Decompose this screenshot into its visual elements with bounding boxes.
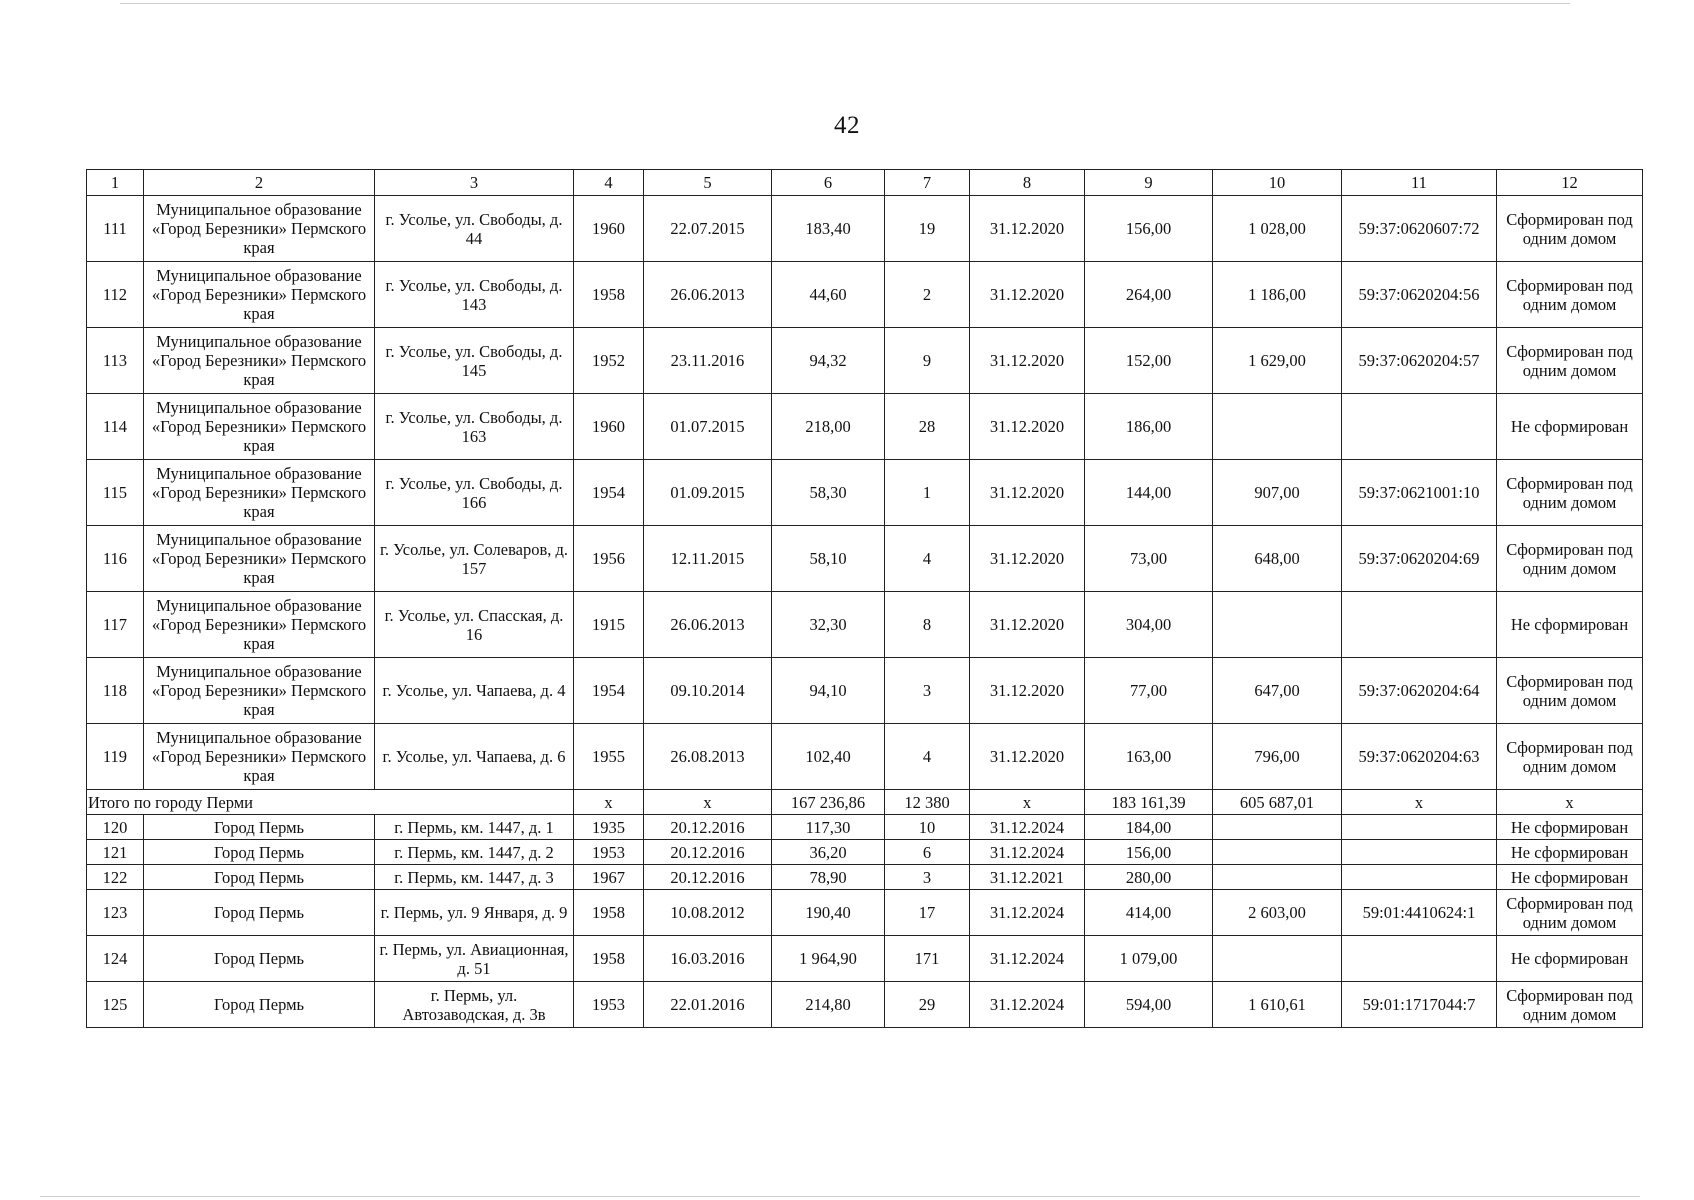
col9-cell: 304,00 (1085, 592, 1213, 658)
col10-cell (1213, 592, 1342, 658)
residents-cell: 2 (885, 262, 970, 328)
column-number: 1 (87, 170, 144, 196)
date-cell: 20.12.2016 (644, 815, 772, 840)
deadline-cell: 31.12.2024 (970, 815, 1085, 840)
col9-cell: 77,00 (1085, 658, 1213, 724)
table-row (87, 262, 1643, 328)
row-number: 121 (87, 840, 144, 865)
col9-cell: 264,00 (1085, 262, 1213, 328)
subtotal-label: Итого по городу Перми (87, 790, 574, 815)
status-cell: Сформирован под одним домом (1497, 262, 1643, 328)
column-number: 6 (772, 170, 885, 196)
area-cell: 36,20 (772, 840, 885, 865)
date-cell: 20.12.2016 (644, 840, 772, 865)
residents-cell: 17 (885, 890, 970, 936)
cadastral-cell (1342, 840, 1497, 865)
cadastral-cell: 59:01:1717044:7 (1342, 982, 1497, 1028)
col9-cell: 184,00 (1085, 815, 1213, 840)
deadline-cell: 31.12.2020 (970, 196, 1085, 262)
area-cell: 190,40 (772, 890, 885, 936)
col9-cell: 594,00 (1085, 982, 1213, 1028)
residents-cell: 28 (885, 394, 970, 460)
row-number: 115 (87, 460, 144, 526)
cadastral-cell (1342, 815, 1497, 840)
address-cell: г. Усолье, ул. Чапаева, д. 6 (375, 724, 574, 790)
year-cell: 1954 (574, 460, 644, 526)
area-cell: 32,30 (772, 592, 885, 658)
col10-cell (1213, 840, 1342, 865)
date-cell: 01.09.2015 (644, 460, 772, 526)
deadline-cell: 31.12.2024 (970, 936, 1085, 982)
cadastral-cell (1342, 592, 1497, 658)
area-cell: 58,10 (772, 526, 885, 592)
address-cell: г. Пермь, км. 1447, д. 3 (375, 865, 574, 890)
deadline-cell: 31.12.2024 (970, 840, 1085, 865)
year-cell: 1958 (574, 890, 644, 936)
status-cell: Не сформирован (1497, 865, 1643, 890)
status-cell: х (1497, 790, 1643, 815)
address-cell: г. Усолье, ул. Свободы, д. 145 (375, 328, 574, 394)
year-cell: 1958 (574, 936, 644, 982)
col9-cell: 144,00 (1085, 460, 1213, 526)
subtotal-row (87, 790, 1643, 815)
col9-cell: 1 079,00 (1085, 936, 1213, 982)
table-row (87, 982, 1643, 1028)
area-cell: 102,40 (772, 724, 885, 790)
year-cell: 1960 (574, 394, 644, 460)
status-cell: Не сформирован (1497, 592, 1643, 658)
date-cell: 01.07.2015 (644, 394, 772, 460)
table-row (87, 840, 1643, 865)
area-cell: 94,10 (772, 658, 885, 724)
cadastral-cell: 59:37:0620204:56 (1342, 262, 1497, 328)
table-row (87, 394, 1643, 460)
column-number: 7 (885, 170, 970, 196)
deadline-cell: 31.12.2020 (970, 394, 1085, 460)
row-number: 112 (87, 262, 144, 328)
table-row (87, 196, 1643, 262)
row-number: 111 (87, 196, 144, 262)
deadline-cell: 31.12.2024 (970, 982, 1085, 1028)
deadline-cell: 31.12.2020 (970, 658, 1085, 724)
col10-cell: 796,00 (1213, 724, 1342, 790)
cadastral-cell: 59:37:0621001:10 (1342, 460, 1497, 526)
year-cell: 1967 (574, 865, 644, 890)
address-cell: г. Усолье, ул. Свободы, д. 166 (375, 460, 574, 526)
col9-cell: 156,00 (1085, 840, 1213, 865)
year-cell: 1915 (574, 592, 644, 658)
column-number: 5 (644, 170, 772, 196)
status-cell: Сформирован под одним домом (1497, 196, 1643, 262)
col9-cell: 186,00 (1085, 394, 1213, 460)
year-cell: 1953 (574, 982, 644, 1028)
column-number: 10 (1213, 170, 1342, 196)
status-cell: Не сформирован (1497, 815, 1643, 840)
table-row (87, 658, 1643, 724)
owner-cell: Город Пермь (144, 982, 375, 1028)
table-row (87, 592, 1643, 658)
residents-cell: 19 (885, 196, 970, 262)
row-number: 117 (87, 592, 144, 658)
column-number: 2 (144, 170, 375, 196)
address-cell: г. Усолье, ул. Спасская, д. 16 (375, 592, 574, 658)
date-cell: 20.12.2016 (644, 865, 772, 890)
column-number: 8 (970, 170, 1085, 196)
deadline-cell: 31.12.2020 (970, 592, 1085, 658)
status-cell: Сформирован под одним домом (1497, 890, 1643, 936)
year-cell: х (574, 790, 644, 815)
address-cell: г. Пермь, км. 1447, д. 1 (375, 815, 574, 840)
column-number: 9 (1085, 170, 1213, 196)
row-number: 119 (87, 724, 144, 790)
deadline-cell: 31.12.2020 (970, 724, 1085, 790)
row-number: 125 (87, 982, 144, 1028)
table-row (87, 936, 1643, 982)
residents-cell: 9 (885, 328, 970, 394)
table-row (87, 815, 1643, 840)
area-cell: 218,00 (772, 394, 885, 460)
area-cell: 58,30 (772, 460, 885, 526)
residents-cell: 1 (885, 460, 970, 526)
status-cell: Сформирован под одним домом (1497, 526, 1643, 592)
date-cell: 16.03.2016 (644, 936, 772, 982)
cadastral-cell: 59:37:0620204:57 (1342, 328, 1497, 394)
owner-cell: Муниципальное образование «Город Березники» Пермского края (144, 394, 375, 460)
residents-cell: 8 (885, 592, 970, 658)
col9-cell: 73,00 (1085, 526, 1213, 592)
deadline-cell: 31.12.2020 (970, 328, 1085, 394)
col10-cell (1213, 936, 1342, 982)
status-cell: Не сформирован (1497, 394, 1643, 460)
col10-cell (1213, 815, 1342, 840)
address-cell: г. Пермь, км. 1447, д. 2 (375, 840, 574, 865)
address-cell: г. Усолье, ул. Свободы, д. 44 (375, 196, 574, 262)
cadastral-cell: 59:37:0620204:63 (1342, 724, 1497, 790)
row-number: 123 (87, 890, 144, 936)
owner-cell: Город Пермь (144, 840, 375, 865)
col9-cell: 183 161,39 (1085, 790, 1213, 815)
status-cell: Сформирован под одним домом (1497, 328, 1643, 394)
cadastral-cell (1342, 865, 1497, 890)
col10-cell: 647,00 (1213, 658, 1342, 724)
column-number: 11 (1342, 170, 1497, 196)
col9-cell: 152,00 (1085, 328, 1213, 394)
address-cell: г. Усолье, ул. Свободы, д. 143 (375, 262, 574, 328)
status-cell: Сформирован под одним домом (1497, 982, 1643, 1028)
col9-cell: 280,00 (1085, 865, 1213, 890)
owner-cell: Муниципальное образование «Город Березники» Пермского края (144, 262, 375, 328)
area-cell: 214,80 (772, 982, 885, 1028)
col10-cell: 2 603,00 (1213, 890, 1342, 936)
col9-cell: 414,00 (1085, 890, 1213, 936)
table-row (87, 865, 1643, 890)
row-number: 118 (87, 658, 144, 724)
year-cell: 1956 (574, 526, 644, 592)
residents-cell: 6 (885, 840, 970, 865)
table-row (87, 724, 1643, 790)
year-cell: 1952 (574, 328, 644, 394)
address-cell: г. Усолье, ул. Солеваров, д. 157 (375, 526, 574, 592)
deadline-cell: 31.12.2020 (970, 262, 1085, 328)
area-cell: 1 964,90 (772, 936, 885, 982)
year-cell: 1958 (574, 262, 644, 328)
date-cell: 12.11.2015 (644, 526, 772, 592)
area-cell: 78,90 (772, 865, 885, 890)
column-number-row (87, 170, 1643, 196)
address-cell: г. Усолье, ул. Чапаева, д. 4 (375, 658, 574, 724)
cadastral-cell: 59:37:0620607:72 (1342, 196, 1497, 262)
owner-cell: Муниципальное образование «Город Березники» Пермского края (144, 328, 375, 394)
status-cell: Сформирован под одним домом (1497, 460, 1643, 526)
column-number: 3 (375, 170, 574, 196)
owner-cell: Муниципальное образование «Город Березники» Пермского края (144, 460, 375, 526)
deadline-cell: 31.12.2021 (970, 865, 1085, 890)
area-cell: 94,32 (772, 328, 885, 394)
col10-cell: 1 028,00 (1213, 196, 1342, 262)
deadline-cell: х (970, 790, 1085, 815)
residents-cell: 3 (885, 658, 970, 724)
cadastral-cell (1342, 936, 1497, 982)
owner-cell: Муниципальное образование «Город Березники» Пермского края (144, 592, 375, 658)
residents-cell: 4 (885, 526, 970, 592)
status-cell: Не сформирован (1497, 936, 1643, 982)
col10-cell (1213, 865, 1342, 890)
date-cell: х (644, 790, 772, 815)
page-number: 42 (834, 112, 860, 139)
residents-cell: 29 (885, 982, 970, 1028)
address-cell: г. Пермь, ул. 9 Января, д. 9 (375, 890, 574, 936)
cadastral-cell: 59:37:0620204:64 (1342, 658, 1497, 724)
deadline-cell: 31.12.2024 (970, 890, 1085, 936)
owner-cell: Город Пермь (144, 890, 375, 936)
residents-cell: 3 (885, 865, 970, 890)
owner-cell: Город Пермь (144, 936, 375, 982)
date-cell: 10.08.2012 (644, 890, 772, 936)
row-number: 116 (87, 526, 144, 592)
housing-registry-table (86, 169, 1643, 1028)
col10-cell: 648,00 (1213, 526, 1342, 592)
address-cell: г. Пермь, ул. Авиационная, д. 51 (375, 936, 574, 982)
table-row (87, 890, 1643, 936)
status-cell: Сформирован под одним домом (1497, 658, 1643, 724)
date-cell: 22.01.2016 (644, 982, 772, 1028)
status-cell: Сформирован под одним домом (1497, 724, 1643, 790)
owner-cell: Муниципальное образование «Город Березники» Пермского края (144, 724, 375, 790)
row-number: 114 (87, 394, 144, 460)
owner-cell: Муниципальное образование «Город Березники» Пермского края (144, 658, 375, 724)
date-cell: 22.07.2015 (644, 196, 772, 262)
date-cell: 26.06.2013 (644, 592, 772, 658)
date-cell: 26.06.2013 (644, 262, 772, 328)
year-cell: 1954 (574, 658, 644, 724)
date-cell: 26.08.2013 (644, 724, 772, 790)
row-number: 113 (87, 328, 144, 394)
date-cell: 09.10.2014 (644, 658, 772, 724)
owner-cell: Муниципальное образование «Город Березники» Пермского края (144, 196, 375, 262)
date-cell: 23.11.2016 (644, 328, 772, 394)
column-number: 12 (1497, 170, 1643, 196)
col9-cell: 156,00 (1085, 196, 1213, 262)
cadastral-cell (1342, 394, 1497, 460)
residents-cell: 12 380 (885, 790, 970, 815)
cadastral-cell: х (1342, 790, 1497, 815)
year-cell: 1955 (574, 724, 644, 790)
col10-cell: 1 186,00 (1213, 262, 1342, 328)
col10-cell: 1 629,00 (1213, 328, 1342, 394)
year-cell: 1953 (574, 840, 644, 865)
cadastral-cell: 59:01:4410624:1 (1342, 890, 1497, 936)
residents-cell: 4 (885, 724, 970, 790)
area-cell: 117,30 (772, 815, 885, 840)
table-row (87, 526, 1643, 592)
deadline-cell: 31.12.2020 (970, 526, 1085, 592)
area-cell: 183,40 (772, 196, 885, 262)
residents-cell: 10 (885, 815, 970, 840)
residents-cell: 171 (885, 936, 970, 982)
area-cell: 44,60 (772, 262, 885, 328)
cadastral-cell: 59:37:0620204:69 (1342, 526, 1497, 592)
owner-cell: Город Пермь (144, 815, 375, 840)
owner-cell: Муниципальное образование «Город Березники» Пермского края (144, 526, 375, 592)
status-cell: Не сформирован (1497, 840, 1643, 865)
row-number: 122 (87, 865, 144, 890)
col10-cell: 907,00 (1213, 460, 1342, 526)
year-cell: 1960 (574, 196, 644, 262)
col9-cell: 163,00 (1085, 724, 1213, 790)
deadline-cell: 31.12.2020 (970, 460, 1085, 526)
table-row (87, 328, 1643, 394)
row-number: 124 (87, 936, 144, 982)
owner-cell: Город Пермь (144, 865, 375, 890)
column-number: 4 (574, 170, 644, 196)
table-row (87, 460, 1643, 526)
col10-cell (1213, 394, 1342, 460)
col10-cell: 605 687,01 (1213, 790, 1342, 815)
row-number: 120 (87, 815, 144, 840)
address-cell: г. Усолье, ул. Свободы, д. 163 (375, 394, 574, 460)
year-cell: 1935 (574, 815, 644, 840)
area-cell: 167 236,86 (772, 790, 885, 815)
address-cell: г. Пермь, ул. Автозаводская, д. 3в (375, 982, 574, 1028)
col10-cell: 1 610,61 (1213, 982, 1342, 1028)
